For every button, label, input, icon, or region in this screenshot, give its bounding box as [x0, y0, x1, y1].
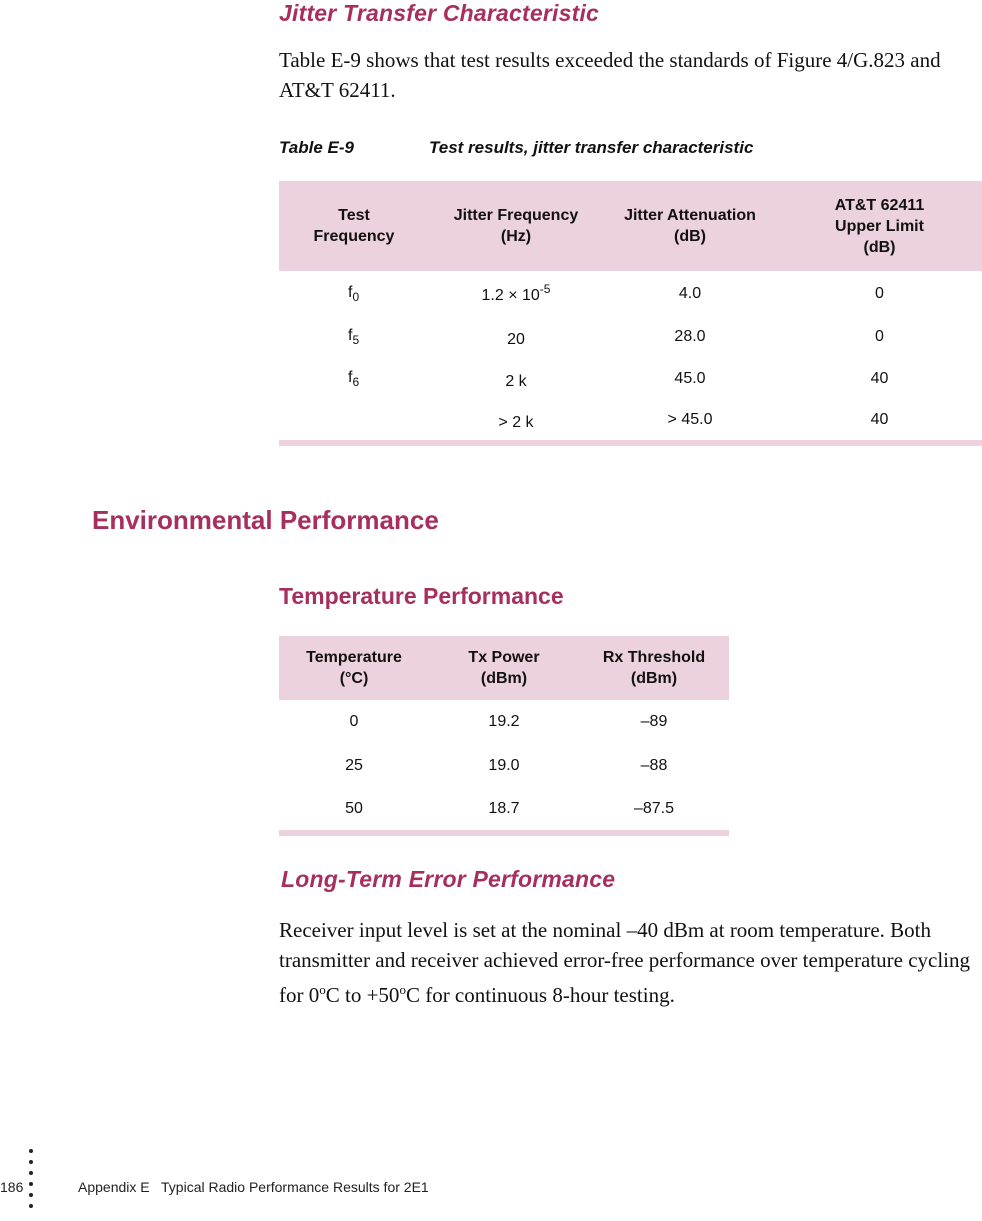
cell-upper-limit: 0 — [875, 284, 884, 302]
long-term-paragraph: Receiver input level is set at the nominal –40 dBm at room temperature. Both transmitter and receiver achieved error-free performance over temperature cycling for 0$^o$C to $+50^oC$ for continuous 8-hour testing. — [279, 918, 971, 1007]
cell-rx-threshold: –87.5 — [633, 800, 675, 817]
page-footer — [0, 1175, 982, 1221]
cell-jitter-frequency: 20 — [507, 330, 525, 348]
table-row — [279, 358, 982, 400]
footer-text: Appendix E Typical Radio Performance Results for 2E1 — [78, 1179, 429, 1195]
section-heading-long-term: Long-Term Error Performance — [281, 866, 616, 892]
header-rx-threshold: Rx Threshold (dBm) — [579, 636, 729, 700]
cell-jitter-frequency: 2 k — [505, 372, 527, 390]
cell-temperature: 0 — [349, 713, 359, 730]
cell-tx-power: 18.7 — [488, 800, 520, 817]
table-row — [279, 271, 982, 316]
table-bottom-rule — [279, 440, 982, 446]
cell-jitter-attenuation: 4.0 — [678, 284, 702, 302]
cell-jitter-frequency: $1.2 \times 10^{-5}$ — [481, 282, 551, 304]
section-heading-jitter: Jitter Transfer Characteristic — [279, 0, 600, 26]
header-att-upper-limit: AT&T 62411 Upper Limit (dB) — [777, 181, 982, 271]
jitter-transfer-table — [279, 181, 982, 446]
table-header-row — [279, 636, 729, 700]
cell-upper-limit: 0 — [875, 328, 884, 345]
cell-test-frequency — [279, 400, 429, 440]
cell-jitter-attenuation: 45.0 — [674, 370, 706, 387]
cell-jitter-frequency: > 2 k — [498, 413, 534, 431]
table-row — [279, 400, 982, 440]
jitter-paragraph: Table E-9 shows that test results exceeded the standards of Figure 4/G.823 and AT&T 62411. — [279, 48, 941, 102]
header-jitter-attenuation: Jitter Attenuation (dB) — [603, 181, 777, 271]
degree-superscript: o — [399, 982, 406, 997]
cell-tx-power: 19.2 — [488, 713, 520, 730]
cell-test-frequency: $f_0$ — [348, 283, 360, 304]
table-header-row — [279, 181, 982, 271]
table-row — [279, 700, 729, 744]
cell-tx-power: 19.0 — [488, 757, 520, 774]
table-row — [279, 316, 982, 358]
cell-upper-limit: 40 — [870, 370, 889, 387]
cell-temperature: 50 — [345, 800, 363, 817]
degree-superscript: o — [319, 982, 326, 997]
header-temperature: Temperature (°C) — [279, 636, 429, 700]
header-test-frequency: Test Frequency — [279, 181, 429, 271]
table-label: Table E-9 — [279, 138, 354, 157]
temperature-table — [279, 636, 729, 836]
section-heading-temperature: Temperature Performance — [279, 583, 564, 609]
cell-test-frequency: $f_6$ — [348, 369, 360, 389]
table-row — [279, 788, 729, 830]
cell-upper-limit: 40 — [870, 411, 889, 428]
cell-jitter-attenuation: 28.0 — [674, 328, 706, 345]
cell-temperature: 25 — [345, 757, 363, 774]
table-bottom-rule — [279, 830, 729, 836]
cell-rx-threshold: –89 — [640, 713, 668, 730]
table-row — [279, 744, 729, 788]
header-jitter-frequency: Jitter Frequency (Hz) — [429, 181, 603, 271]
cell-rx-threshold: –88 — [640, 757, 668, 774]
header-tx-power: Tx Power (dBm) — [429, 636, 579, 700]
footer-dots-decoration — [29, 1149, 35, 1215]
page-number: 186 — [0, 1179, 24, 1195]
cell-jitter-attenuation: > 45.0 — [667, 411, 713, 428]
section-heading-environmental: Environmental Performance — [92, 505, 439, 535]
cell-test-frequency: $f_5$ — [348, 327, 360, 347]
table-title: Test results, jitter transfer characteristic — [429, 138, 754, 157]
